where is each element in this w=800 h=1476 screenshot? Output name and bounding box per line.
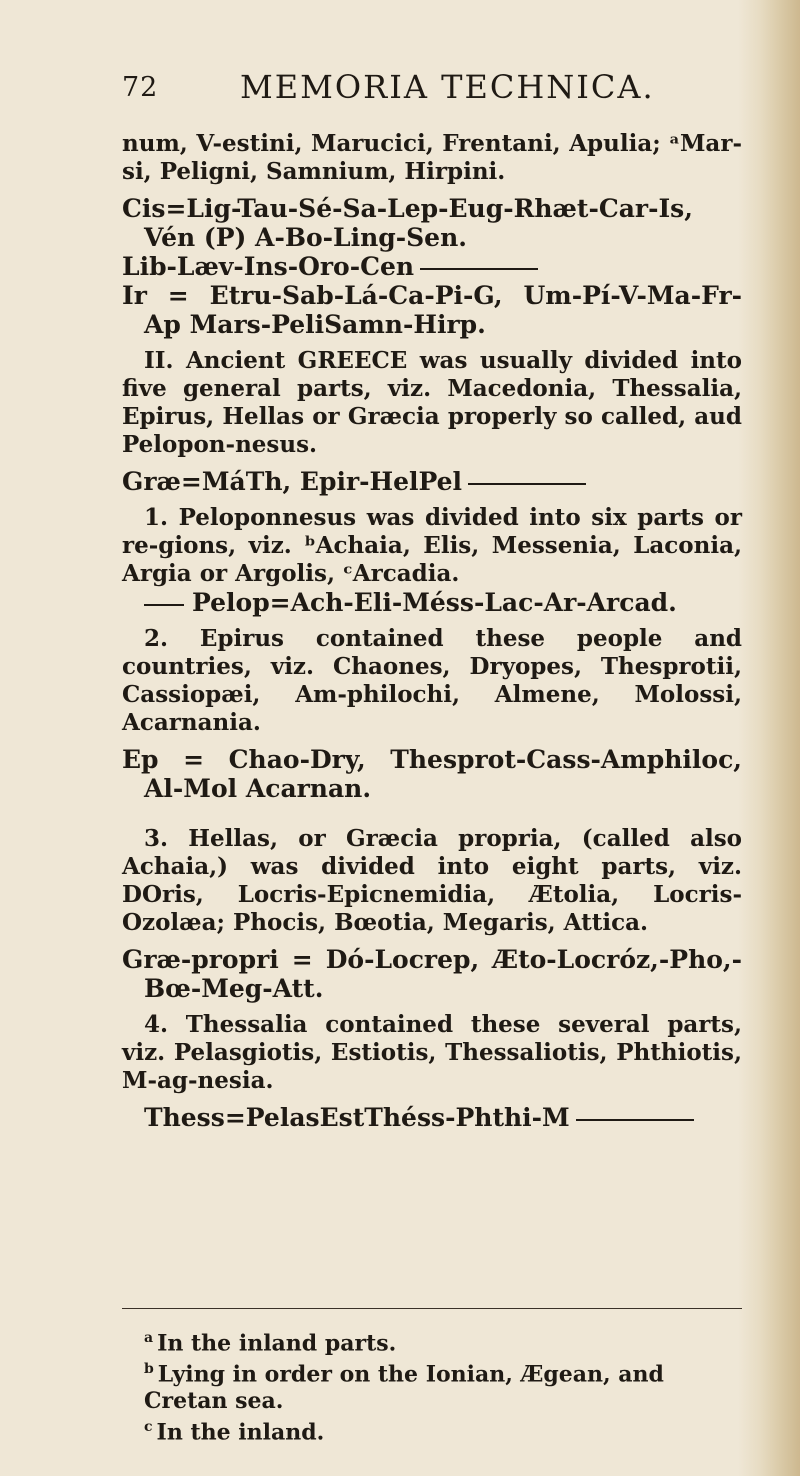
- mnemonic-text: Pelop=Ach-Eli-Méss-Lac-Ar-Arcad.: [192, 588, 677, 617]
- mnemonic-line: Græ-propri = Dó-Locrep, Æto-Locróz,-Pho,-Bœ-Meg-Att.: [122, 945, 742, 1003]
- footnote: [144, 1414, 742, 1445]
- mnemonic-line: Ep = Chao-Dry, Thesprot-Cass-Amphiloc, Al-Mol Acarnan.: [122, 745, 742, 803]
- mnemonic-line: [122, 467, 742, 496]
- footnote-text: In the inland parts.: [157, 1330, 397, 1357]
- page-edge-shadow: [738, 0, 800, 1476]
- rule-line: [468, 483, 586, 485]
- paragraph: 2. Epirus contained these people and countries, viz. Chaones, Dryopes, Thesprotii, Cassiopæi, Am-philochi, Almene, Molossi, Acarnania.: [122, 625, 742, 736]
- running-title: MEMORIA TECHNICA.: [240, 68, 655, 106]
- paragraph: num, V-estini, Marucici, Frentani, Apulia; ᵃMar-si, Peligni, Samnium, Hirpini.: [122, 130, 742, 185]
- footnote-mark: a: [144, 1330, 154, 1346]
- rule-line: [144, 604, 184, 606]
- paragraph: 3. Hellas, or Græcia propria, (called also Achaia,) was divided into eight parts, viz. DOris, Locris-Epicnemidia, Ætolia, Locris-Ozolæa; Phocis, Bœotia, Megaris, Attica.: [122, 825, 742, 936]
- footnotes: [122, 1308, 742, 1445]
- mnemonic-text: Græ=MáTh, Epir-HelPel: [122, 467, 463, 496]
- mnemonic-line: [122, 252, 742, 281]
- footnote-text: Lying in order on the Ionian, Ægean, and Cretan sea.: [144, 1361, 664, 1414]
- footnote-text: In the inland.: [156, 1418, 325, 1445]
- footnote: [144, 1356, 742, 1413]
- mnemonic-line: Cis=Lig-Tau-Sé-Sa-Lep-Eug-Rhæt-Car-Is, Vén (P) A-Bo-Ling-Sen.: [122, 194, 693, 252]
- rule-line: [576, 1119, 694, 1121]
- running-head: [122, 68, 742, 110]
- page-number: 72: [122, 72, 159, 103]
- rule-line: [420, 268, 538, 270]
- footnote: [144, 1325, 742, 1356]
- paragraph: 4. Thessalia contained these several parts, viz. Pelasgiotis, Estiotis, Thessaliotis, Phthiotis, M-ag-nesia.: [122, 1011, 742, 1094]
- mnemonic-line: Ir = Etru-Sab-Lá-Ca-Pi-G, Um-Pí-V-Ma-Fr-Ap Mars-PeliSamn-Hirp.: [122, 281, 742, 339]
- paragraph: II. Ancient GREECE was usually divided into five general parts, viz. Macedonia, Thessalia, Epirus, Hellas or Græcia properly so called, aud Pelopon-nesus.: [122, 347, 742, 458]
- book-page: [62, 0, 742, 1476]
- mnemonic-line: [122, 1103, 742, 1132]
- body-text: [122, 130, 742, 1132]
- footnote-mark: b: [144, 1361, 154, 1378]
- mnemonic-text: Lib-Læv-Ins-Oro-Cen: [122, 252, 415, 281]
- footnote-mark: c: [144, 1418, 153, 1435]
- mnemonic-text: Thess=PelasEstThéss-Phthi-M: [144, 1103, 570, 1132]
- paragraph: 1. Peloponnesus was divided into six parts or re-gions, viz. ᵇAchaia, Elis, Messenia, Laconia, Argia or Argolis, ᶜArcadia.: [122, 504, 742, 587]
- mnemonic-line: [122, 588, 742, 617]
